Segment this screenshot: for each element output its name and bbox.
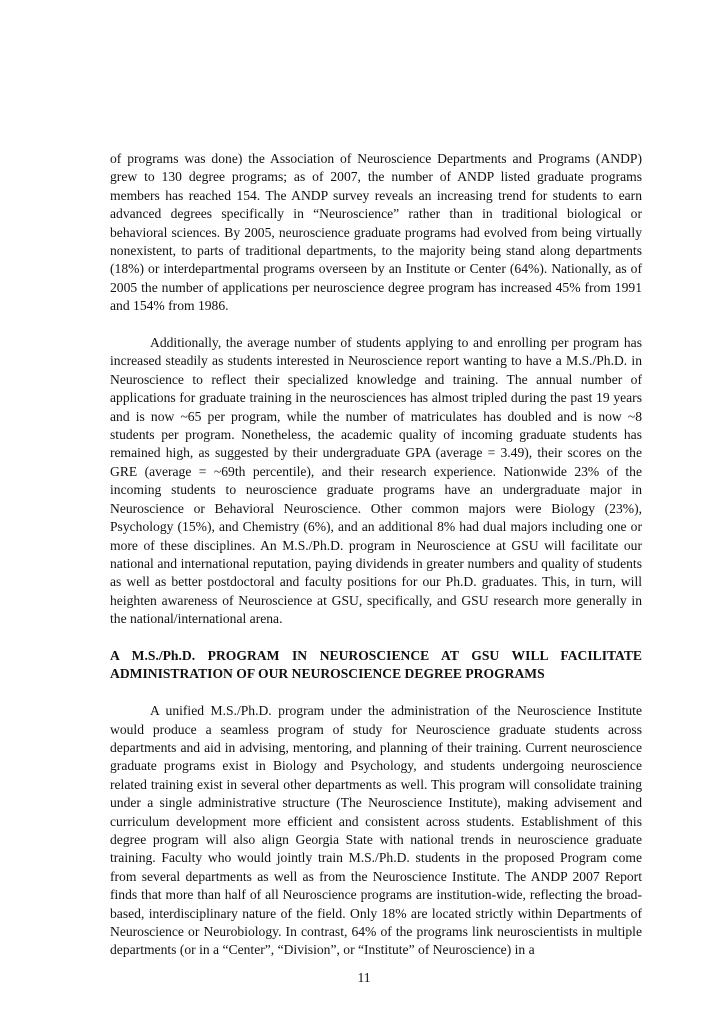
paragraph-gap [110,629,642,647]
body-paragraph: A unified M.S./Ph.D. program under the administration of the Neuroscience Institute would produce a seamless program of study for Neuroscience graduate students across departments and aid in advising, mentoring, and planning of their training. Current neuroscience graduate programs exist in Biology and Psychology, and students undergoing neuroscience related training exist in several other departments as well. This program will consolidate training under a single administrative structure (The Neuroscience Institute), making advisement and curriculum development more efficient and consistent across students. Establishment of this degree program will also align Georgia State with national trends in neuroscience graduate training. Faculty who would jointly train M.S./Ph.D. students in the proposed Program come from several departments as well as from the Neuroscience Institute. The ANDP 2007 Report finds that more than half of all Neuroscience programs are institution-wide, reflecting the broad-based, interdisciplinary nature of the field. Only 18% are located strictly within Departments of Neuroscience or Neurobiology. In contrast, 64% of the programs link neuroscientists in multiple departments (or in a “Center”, “Division”, or “Institute” of Neuroscience) in a [110,703,642,958]
paragraph-gap [110,684,642,702]
body-paragraph: Additionally, the average number of students applying to and enrolling per program has increased steadily as students interested in Neuroscience report wanting to have a M.S./Ph.D. in Neuroscience to reflect their specialized knowledge and training. The annual number of applications for graduate training in the neurosciences has almost tripled during the past 19 years and is now ~65 per program, while the number of matriculates has doubled and is now ~8 students per program. Nonetheless, the academic quality of incoming graduate students has remained high, as suggested by their undergraduate GPA (average = 3.49), their scores on the GRE (average = ~69th percentile), and their research experience. Nationwide 23% of the incoming students to neuroscience graduate programs have an undergraduate major in Neuroscience or Behavioral Neuroscience. Other common majors were Biology (23%), Psychology (15%), and Chemistry (6%), and an additional 8% had dual majors including one or more of these disciplines. An M.S./Ph.D. program in Neuroscience at GSU will facilitate our national and international reputation, paying dividends in greater numbers and quality of students as well as better postdoctoral and faculty positions for our Ph.D. graduates. This, in turn, will heighten awareness of Neuroscience at GSU, specifically, and GSU research more generally in the national/international arena. [110,335,642,627]
paragraph-gap [110,316,642,334]
body-paragraph: of programs was done) the Association of Neuroscience Departments and Programs (ANDP) grew to 130 degree programs; as of 2007, the number of ANDP listed graduate programs members has reached 154. The ANDP survey reveals an increasing trend for students to earn advanced degrees specifically in “Neuroscience” rather than in traditional biological or behavioral sciences. By 2005, neuroscience graduate programs had evolved from being virtually nonexistent, to parts of traditional departments, to the majority being stand along departments (18%) or interdepartmental programs overseen by an Institute or Center (64%). Nationally, as of 2005 the number of applications per neuroscience degree program has increased 45% from 1991 and 154% from 1986. [110,151,642,314]
document-page [110,150,642,960]
page-number: 11 [357,970,371,985]
section-heading: A M.S./Ph.D. PROGRAM IN NEUROSCIENCE AT GSU WILL FACILITATE ADMINISTRATION OF OUR NEUROSCIENCE DEGREE PROGRAMS [110,647,642,682]
